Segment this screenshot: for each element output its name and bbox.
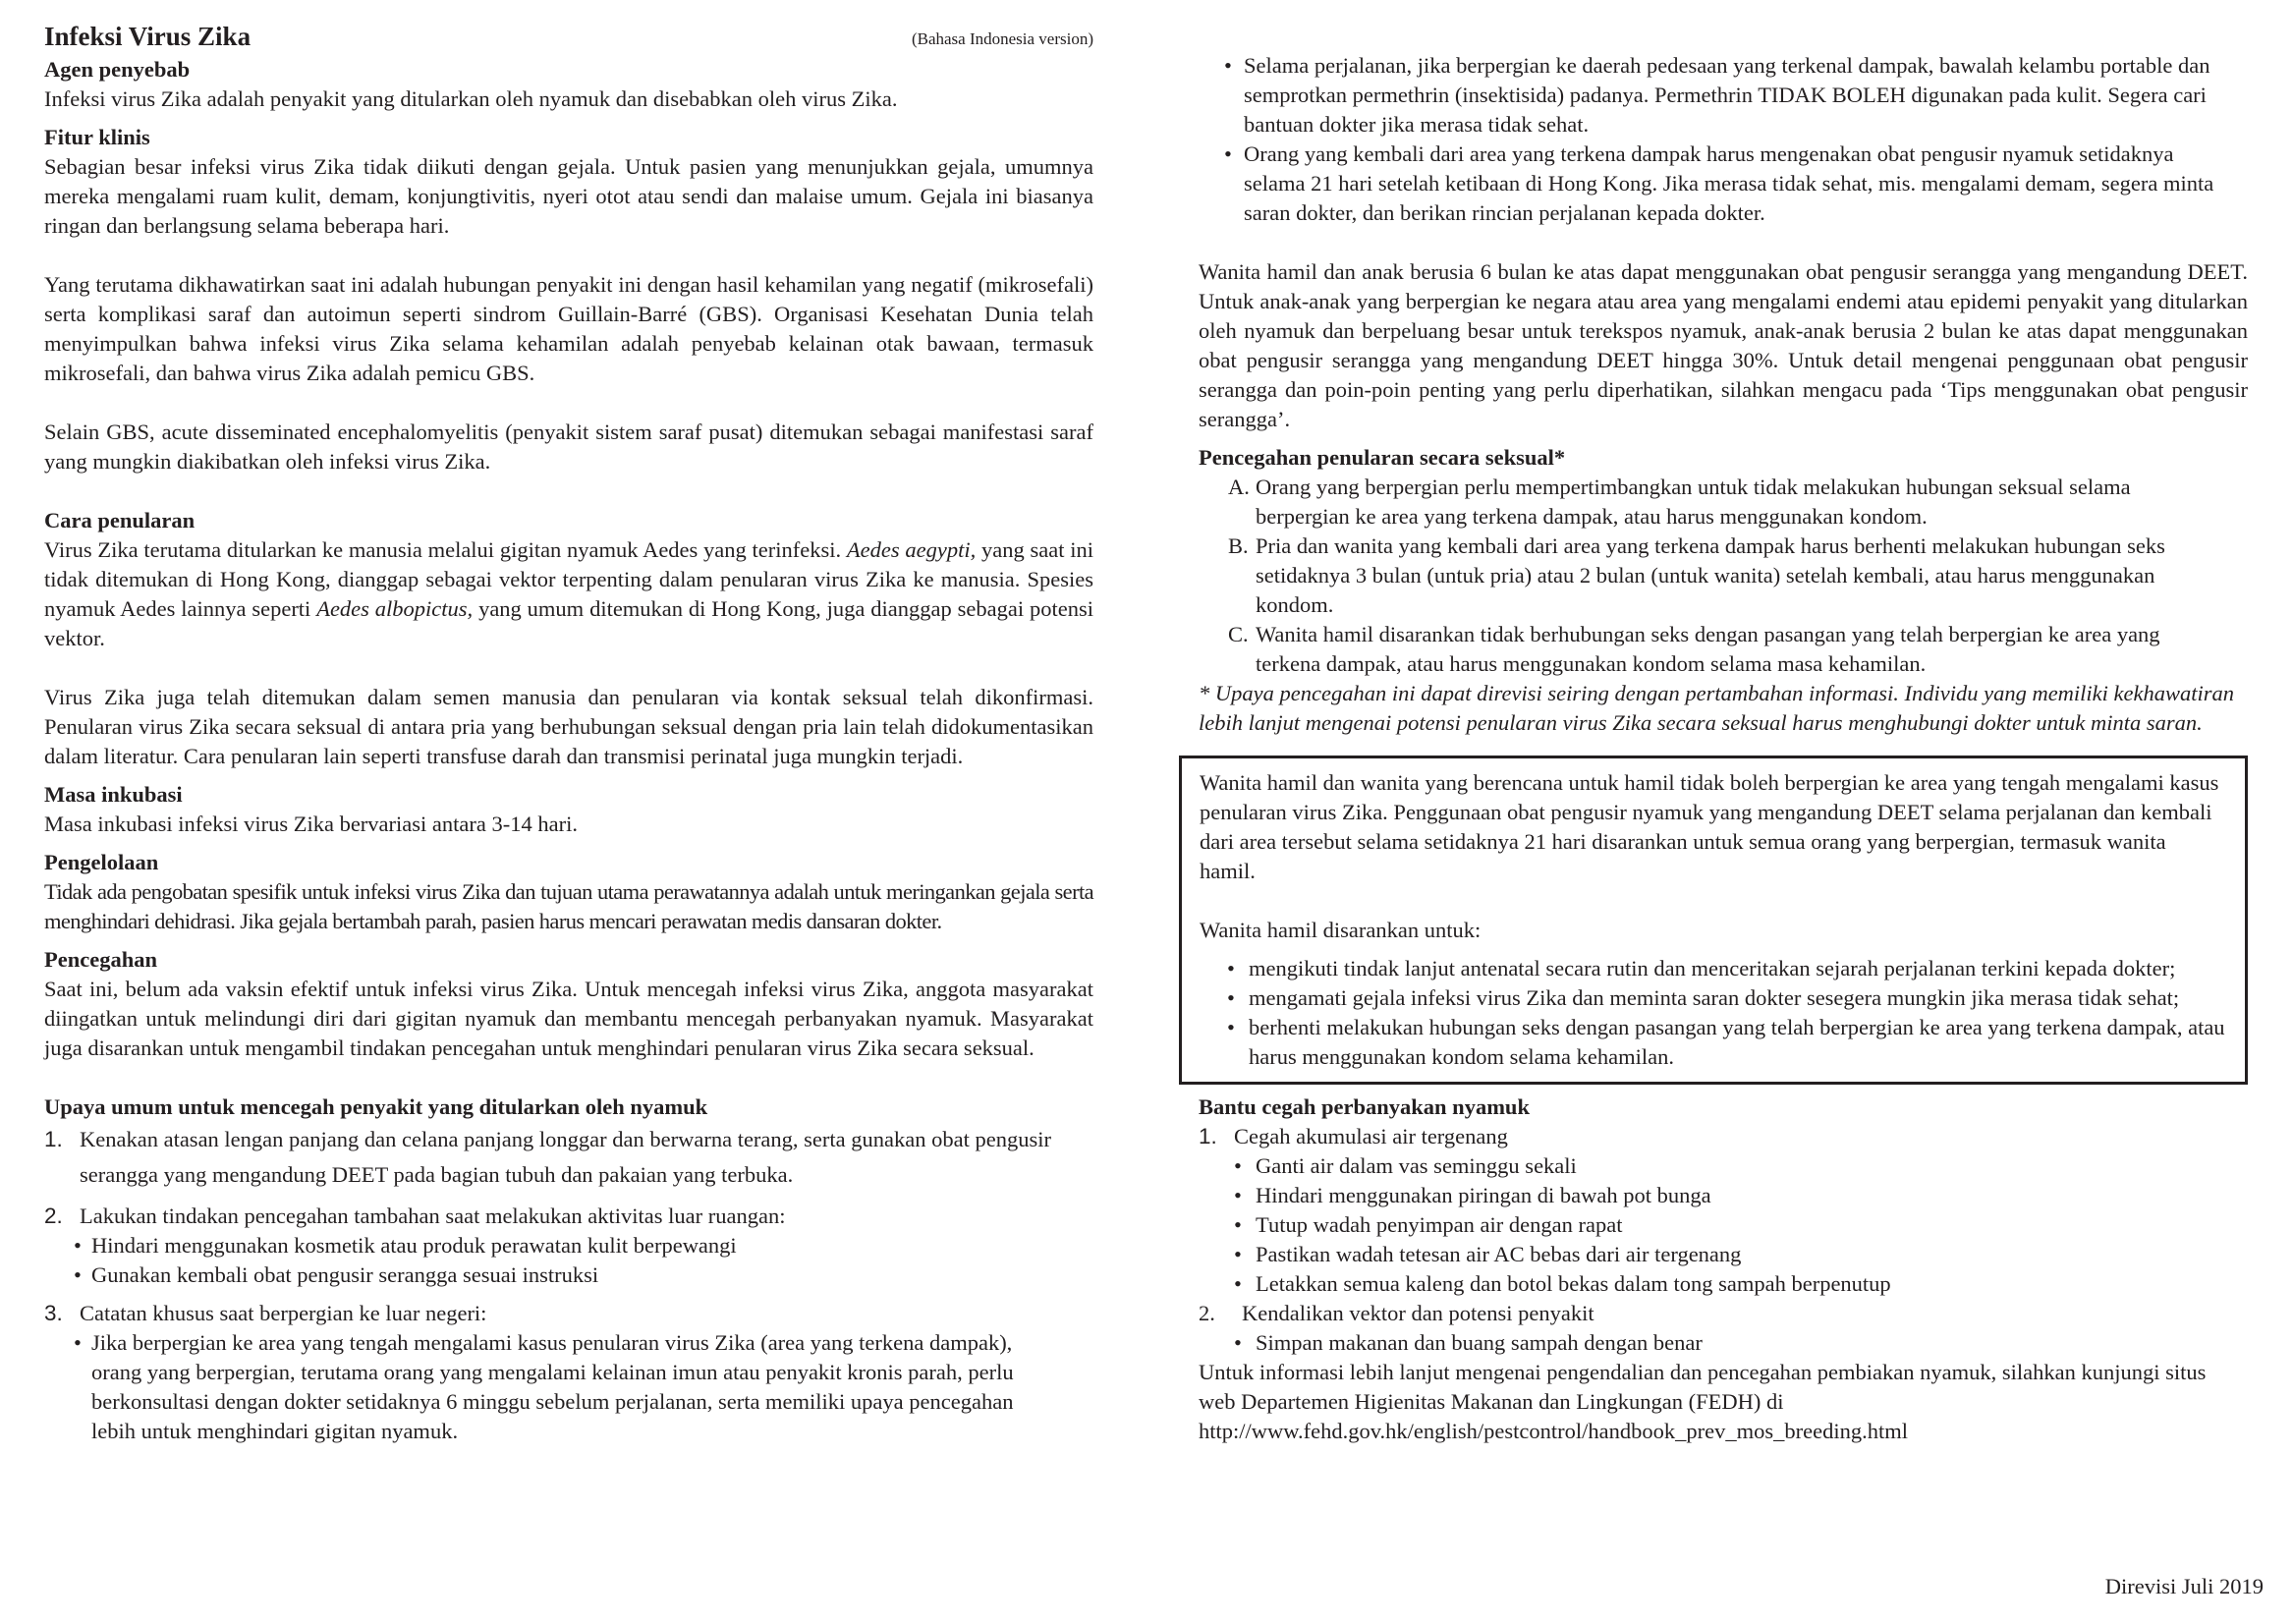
seksual-heading: Pencegahan penularan secara seksual*	[1199, 445, 1566, 470]
species-albopictus: Aedes albopictus,	[316, 596, 474, 621]
cara-heading: Cara penularan	[44, 508, 196, 532]
upaya-item-2: 2. Lakukan tindakan pencegahan tambahan saat melakukan aktivitas luar ruangan:	[44, 1204, 786, 1228]
list-item: • Letakkan semua kaleng dan botol bekas dalam tong sampah berpenutup	[1234, 1271, 1891, 1296]
fehd-link[interactable]: http://www.fehd.gov.hk/english/pestcontrol/handbook_prev_mos_breeding.html	[1199, 1419, 1908, 1443]
fitur-heading: Fitur klinis	[44, 125, 150, 149]
left-column	[44, 22, 1093, 1446]
list-item: • Jika berpergian ke area yang tengah mengalami kasus penularan virus Zika (area yang terkena dampak), orang yang berpergian, terutama orang yang mengalami kelainan imun atau penyakit kronis parah, perlu berkonsultasi dengan dokter setidaknya 6 minggu sebelum perjalanan, serta memiliki upaya pencegahan lebih untuk menghindari gigitan nyamuk.	[74, 1330, 1014, 1443]
list-item: • mengikuti tindak lanjut antenatal secara rutin dan menceritakan sejarah perjalanan terkini kepada dokter;	[1227, 956, 2176, 980]
cara-p1: Virus Zika terutama ditularkan ke manusia melalui gigitan nyamuk Aedes yang terinfeksi. Aedes aegypti, yang saat ini tidak ditemukan di Hong Kong, dianggap sebagai vektor terpenting dalam penularan virus Zika ke manusia. Spesies nyamuk Aedes lainnya seperti Aedes albopictus, yang umum ditemukan di Hong Kong, juga dianggap sebagai potensi vektor.	[44, 537, 1093, 650]
pencegahan-text: Saat ini, belum ada vaksin efektif untuk infeksi virus Zika. Untuk mencegah infeksi virus Zika, anggota masyarakat diingatkan untuk melindungi diri dari gigitan nyamuk dan membantu mencegah perbanyakan nyamuk. Masyarakat juga disarankan untuk mengambil tindakan pencegahan untuk menghindari penularan virus Zika secara seksual.	[44, 977, 1093, 1060]
list-item: • Simpan makanan dan buang sampah dengan benar	[1234, 1330, 1703, 1355]
pengelolaan-heading: Pengelolaan	[44, 850, 159, 874]
fitur-p2: Yang terutama dikhawatirkan saat ini adalah hubungan penyakit ini dengan hasil kehamilan yang negatif (mikrosefali) serta komplikasi saraf dan autoimun seperti sindrom Guillain-Barré (GBS). Organisasi Kesehatan Dunia telah menyimpulkan bahwa infeksi virus Zika selama kehamilan adalah penyebab kelainan otak bawaan, termasuk mikrosefali, dan bahwa virus Zika adalah pemicu GBS.	[44, 272, 1093, 385]
pregnant-advice-box	[1179, 756, 2248, 1085]
bantu-item-1: 1. Cegah akumulasi air tergenang	[1199, 1124, 1508, 1148]
bantu-item-2: 2. Kendalikan vektor dan potensi penyakit	[1199, 1301, 1594, 1325]
upaya-item-3: 3. Catatan khusus saat berpergian ke luar negeri:	[44, 1301, 487, 1325]
language-version: (Bahasa Indonesia version)	[911, 29, 1093, 48]
list-item: • berhenti melakukan hubungan seks dengan pasangan yang telah berpergian ke area yang terkena dampak, atau harus menggunakan kondom selama kehamilan.	[1227, 1015, 2225, 1069]
list-item: • Tutup wadah penyimpan air dengan rapat	[1234, 1212, 1623, 1237]
list-item: C. Wanita hamil disarankan tidak berhubungan seks dengan pasangan yang telah berpergian ke area yang terkena dampak, atau harus menggunakan kondom selama masa kehamilan.	[1228, 622, 2160, 676]
cara-p2: Virus Zika juga telah ditemukan dalam semen manusia dan penularan via kontak seksual telah dikonfirmasi. Penularan virus Zika secara seksual di antara pria yang berhubungan seksual dengan pria lain telah didokumentasikan dalam literatur. Cara penularan lain seperti transfuse darah dan transmisi perinatal juga mungkin terjadi.	[44, 685, 1093, 768]
list-item: B. Pria dan wanita yang kembali dari area yang terkena dampak harus berhenti melakukan hubungan seks setidaknya 3 bulan (untuk pria) atau 2 bulan (untuk wanita) setelah kembali, atau harus menggunakan kondom.	[1228, 533, 2165, 617]
list-item: • Ganti air dalam vas seminggu sekali	[1234, 1153, 1577, 1178]
agen-heading: Agen penyebab	[44, 57, 191, 82]
wanita-deet-paragraph: Wanita hamil dan anak berusia 6 bulan ke atas dapat menggunakan obat pengusir serangga yang mengandung DEET. Untuk anak-anak yang berpergian ke negara atau area yang mengalami endemi atau epidemi penyakit yang ditularkan oleh nyamuk dan berpeluang besar untuk terekspos nyamuk, anak-anak berusia 2 bulan ke atas dapat menggunakan obat pengusir serangga yang mengandung DEET hingga 30%. Untuk detail mengenai penggunaan obat pengusir serangga dan poin-poin penting yang perlu diperhatikan, silahkan mengacu pada ‘Tips menggunakan obat pengusir serangga’.	[1199, 259, 2248, 431]
list-item: • Selama perjalanan, jika berpergian ke daerah pedesaan yang terkenal dampak, bawalah kelambu portable dan semprotkan permethrin (insektisida) padanya. Permethrin TIDAK BOLEH digunakan pada kulit. Segera cari bantuan dokter jika merasa tidak sehat.	[1224, 53, 2210, 137]
fitur-p3: Selain GBS, acute disseminated encephalomyelitis (penyakit sistem saraf pusat) ditemukan sebagai manifestasi saraf yang mungkin diakibatkan oleh infeksi virus Zika.	[44, 420, 1093, 474]
revision-date: Direvisi Juli 2019	[2104, 1574, 2264, 1598]
list-item: A. Orang yang berpergian perlu mempertimbangkan untuk tidak melakukan hubungan seksual selama berpergian ke area yang terkena dampak, atau harus menggunakan kondom.	[1228, 475, 2131, 529]
box-intro: Wanita hamil disarankan untuk:	[1200, 918, 1482, 942]
list-item: • Hindari menggunakan kosmetik atau produk perawatan kulit berpewangi	[74, 1233, 737, 1258]
bantu-heading: Bantu cegah perbanyakan nyamuk	[1199, 1094, 1530, 1119]
pencegahan-heading: Pencegahan	[44, 947, 157, 972]
pengelolaan-text: Tidak ada pengobatan spesifik untuk infeksi virus Zika dan tujuan utama perawatannya adalah untuk meringankan gejala serta menghindari dehidrasi. Jika gejala bertambah parah, pasien harus mencari perawatan medis dansaran dokter.	[44, 879, 1093, 933]
bantu-info: Untuk informasi lebih lanjut mengenai pengendalian dan pencegahan pembiakan nyamuk, silahkan kunjungi situs web Departemen Higienitas Makanan dan Lingkungan (FEDH) di	[1199, 1360, 2207, 1414]
agen-text: Infeksi virus Zika adalah penyakit yang ditularkan oleh nyamuk dan disebabkan oleh virus Zika.	[44, 86, 898, 111]
upaya-item-1: 1. Kenakan atasan lengan panjang dan celana panjang longgar dan berwarna terang, serta gunakan obat pengusir serangga yang mengandung DEET pada bagian tubuh dan pakaian yang terbuka.	[44, 1127, 1051, 1187]
masa-text: Masa inkubasi infeksi virus Zika bervariasi antara 3-14 hari.	[44, 812, 578, 836]
list-item: • Hindari menggunakan piringan di bawah pot bunga	[1234, 1183, 1711, 1207]
page-title: Infeksi Virus Zika	[44, 22, 252, 51]
box-paragraph: Wanita hamil dan wanita yang berencana untuk hamil tidak boleh berpergian ke area yang tengah mengalami kasus penularan virus Zika. Penggunaan obat pengusir nyamuk yang mengandung DEET selama perjalanan dan kembali dari area tersebut selama setidaknya 21 hari disarankan untuk semua orang yang berpergian, termasuk wanita hamil.	[1200, 770, 2219, 883]
list-item: • Gunakan kembali obat pengusir serangga sesuai instruksi	[74, 1262, 599, 1287]
masa-heading: Masa inkubasi	[44, 782, 183, 807]
fitur-p1: Sebagian besar infeksi virus Zika tidak diikuti dengan gejala. Untuk pasien yang menunjukkan gejala, umumnya mereka mengalami ruam kulit, demam, konjungtivitis, nyeri otot atau sendi dan malaise umum. Gejala ini biasanya ringan dan berlangsung selama beberapa hari.	[44, 154, 1093, 238]
list-item: • Pastikan wadah tetesan air AC bebas dari air tergenang	[1234, 1242, 1742, 1266]
seksual-note: * Upaya pencegahan ini dapat direvisi seiring dengan pertambahan informasi. Individu yang memiliki kekhawatiran lebih lanjut mengenai potensi penularan virus Zika secara seksual harus menghubungi dokter untuk minta saran.	[1199, 681, 2235, 735]
species-aegypti: Aedes aegypti,	[846, 537, 977, 562]
upaya-heading: Upaya umum untuk mencegah penyakit yang ditularkan oleh nyamuk	[44, 1094, 708, 1119]
title-row	[44, 22, 1093, 55]
list-item: • Orang yang kembali dari area yang terkena dampak harus mengenakan obat pengusir nyamuk setidaknya selama 21 hari setelah ketibaan di Hong Kong. Jika merasa tidak sehat, mis. mengalami demam, segera minta saran dokter, dan berikan rincian perjalanan kepada dokter.	[1224, 141, 2214, 225]
right-column	[1199, 51, 2265, 1446]
list-item: • mengamati gejala infeksi virus Zika dan meminta saran dokter sesegera mungkin jika merasa tidak sehat;	[1227, 985, 2180, 1010]
